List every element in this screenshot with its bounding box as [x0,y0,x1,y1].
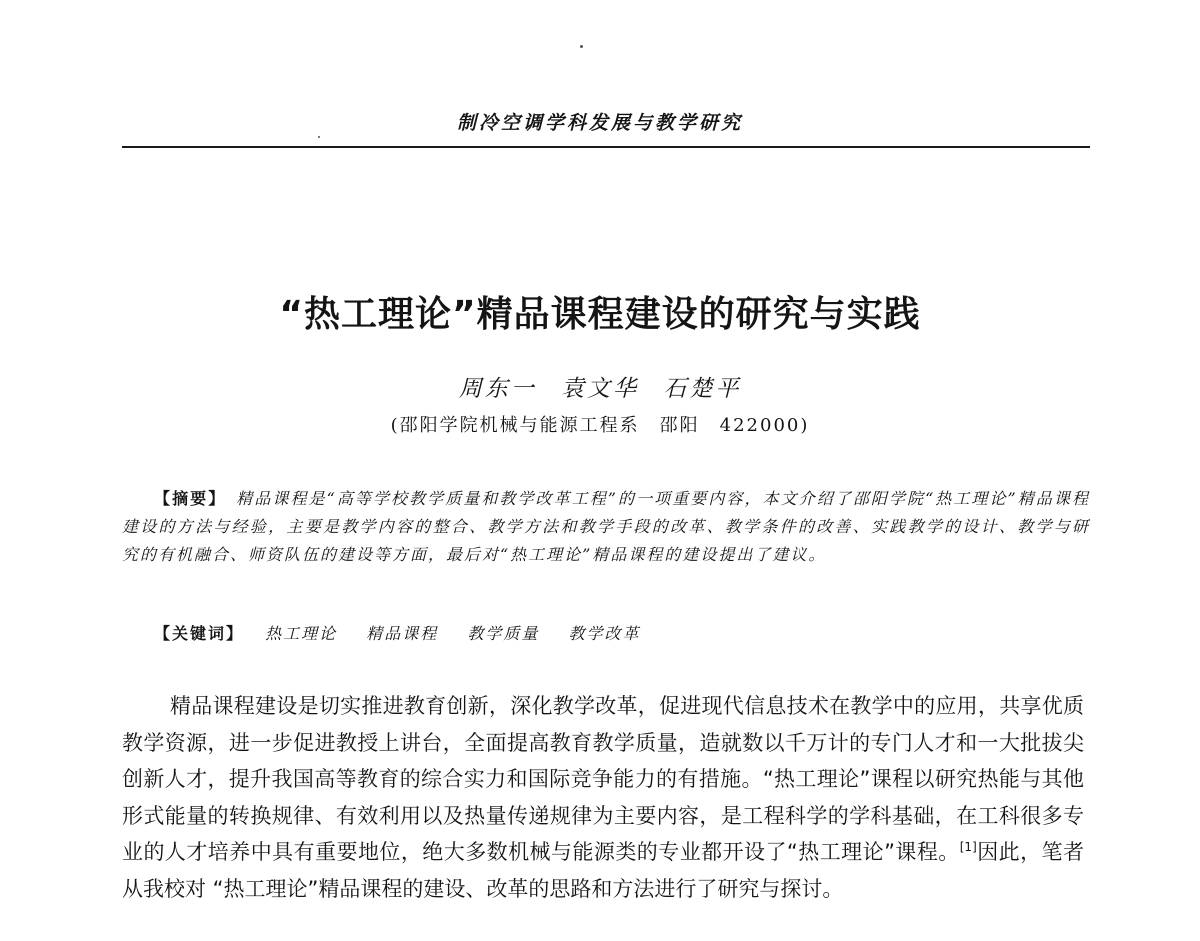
keywords-label: 【关键词】 [154,624,245,643]
keyword: 热工理论 [265,624,338,643]
body-text-part: 精品课程建设是切实推进教育创新，深化教学改革，促进现代信息技术在教学中的应用，共享优质教学资源，进一步促进教授上讲台，全面提高教育教学质量，造就数以千万计的专门人才和一大批拔尖创新人才，提升我国高等教育的综合实力和国际竞争能力的有措施。“热工理论”课程以研究热能与其他形式能量的转换规律、有效利用以及热量传递规律为主要内容，是工程科学的学科基础，在工科很多专业的人才培养中具有重要地位，绝大多数机械与能源类的专业都开设了“热工理论”课程。 [122,694,1084,864]
body-text-part: 因此，笔者从我校对 “热工理论”精品课程的建设、改革的思路和方法进行了研究与探讨。 [122,840,1084,901]
keywords [154,621,1090,644]
author-list [0,370,1200,403]
scan-speck [580,45,583,48]
author-affiliation: (邵阳学院机械与能源工程系 邵阳 422000) [390,415,810,436]
abstract [122,485,1090,569]
author-name: 袁文华 [561,376,639,402]
author-name: 石楚平 [663,376,742,402]
scan-speck [318,136,320,138]
abstract-label: 【摘要】 [154,489,227,508]
header-rule [122,146,1090,148]
running-head: 制冷空调学科发展与教学研究 [456,112,743,134]
paper-title: “热工理论”精品课程建设的研究与实践 [279,294,921,335]
keyword: 精品课程 [366,624,439,643]
author-name: 周东一 [458,376,537,402]
abstract-text: 精品课程是“高等学校教学质量和教学改革工程”的一项重要内容，本文介绍了邵阳学院“热工理论”精品课程建设的方法与经验，主要是教学内容的整合、教学方法和教学手段的改革、教学条件的改善、实践教学的设计、教学与研究的有机融合、师资队伍的建设等方面，最后对“热工理论”精品课程的建设提出了建议。 [122,489,1090,564]
keyword: 教学质量 [467,624,540,643]
citation-reference[interactable]: [1] [959,840,977,854]
keyword: 教学改革 [568,624,641,643]
body-paragraph [122,688,1084,907]
